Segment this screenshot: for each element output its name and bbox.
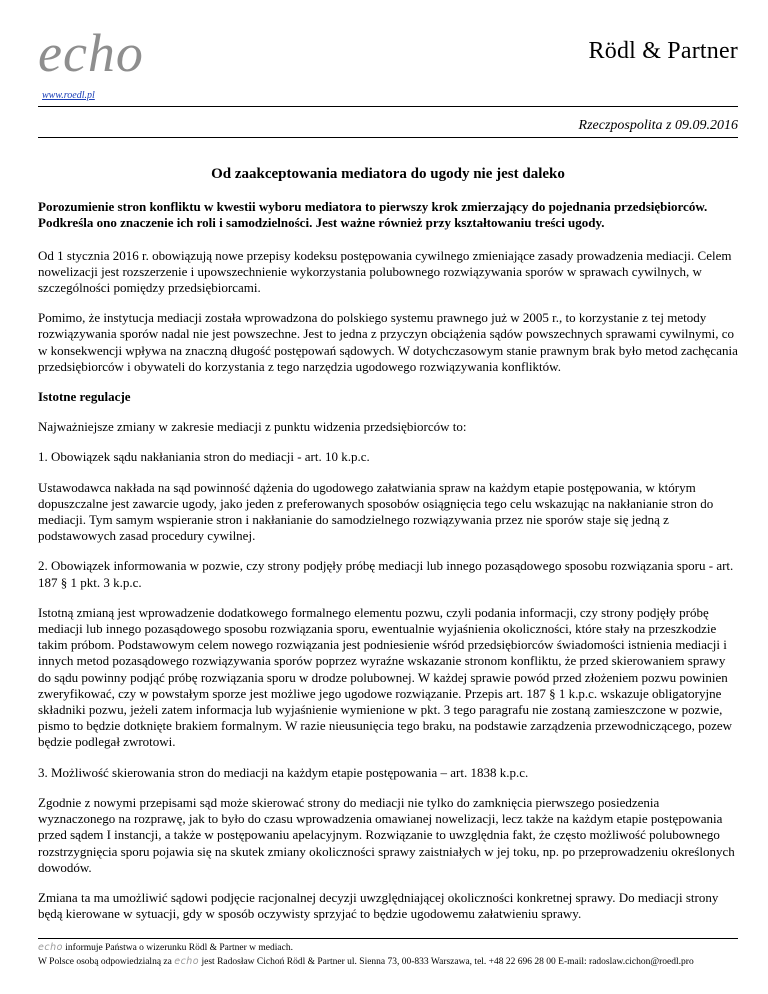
echo-logo: echo (38, 23, 144, 83)
section-heading: Istotne regulacje (38, 389, 131, 405)
paragraph: Ustawodawca nakłada na sąd powinność dążenia do ugodowego załatwiania spraw na każdym etapie postępowania, w którym dopuszczalne jest zawarcie ugody, jako jeden z preferowanych sposobów osiągnięcia tego celu wskazując na nakłanianie stron do mediacji. Tym samym wspieranie stron i nakłanianie do samodzielnego rozwiązywania przez nie sporów staje się jedną z podstawowych zasad procedury cywilnej. (38, 479, 714, 544)
echo-mini-logo: echo (174, 956, 200, 967)
paragraph: Najważniejsze zmiany w zakresie mediacji z punktu widzenia przedsiębiorców to: (38, 419, 467, 435)
footer-text: W Polsce osobą odpowiedzialną za (38, 957, 175, 967)
paragraph: Od 1 stycznia 2016 r. obowiązują nowe przepisy kodeksu postępowania cywilnego zmieniające zasady prowadzenia mediacji. Celem nowelizacji jest rozszerzenie i upowszechnienie wykorzystania polubownego rozwiązywania sporów w sprawach cywilnych, w szczególności pomiędzy przedsiębiorcami. (38, 247, 732, 296)
publication-source: Rzeczpospolita z 09.09.2016 (578, 118, 738, 133)
article (38, 166, 738, 922)
paragraph: Istotną zmianą jest wprowadzenie dodatkowego formalnego elementu pozwu, czyli podania informacji, czy strony podjęły próbę mediacji lub innego pozasądowego sposobu rozwiązania sporu, ewentualnie wyjaśnienia okoliczności, które stały na przeszkodzie takim próbom. Podstawowym celem nowego rozwiązania jest podniesienie wśród przedsiębiorców świadomości istnienia mediacji i innych metod pozasądowego rozwiązywania sporów poprzez wyraźne wskazanie stronom konfliktu, że przed skierowaniem sprawy do sądu powinny podjąć próbę rozwiązania sporu w drodze polubownej. W każdej sprawie powód przed złożeniem pozwu powinien zweryfikować, czy w powstałym sporze jest możliwe jego ugodowe rozwiązanie. Przepis art. 187 § 1 k.p.c. wskazuje obligatoryjne składniki pozwu, jeżeli zatem informacja lub wyjaśnienie wymienione w pkt. 3 tego paragrafu nie zostaną zamieszczone w pozwie, pismo to będzie dotknięte brakiem formalnym. W razie nieusunięcia tego braku, na podstawie zarządzenia przewodniczącego, pozew będzie podlegał zwrotowi. (38, 604, 733, 750)
paragraph: Zmiana ta ma umożliwić sądowi podjęcie racjonalnej decyzji uwzględniającej okoliczności konkretnej sprawy. Do mediacji strony będą kierowane w sytuacji, gdy w sposób oczywisty sprzyjać to będzie ugodowemu załatwieniu sprawy. (38, 889, 719, 922)
echo-mini-logo: echo (38, 942, 63, 953)
brand-logo: Rödl & Partner (588, 38, 738, 64)
list-item: 3. Możliwość skierowania stron do mediacji na każdym etapie postępowania – art. 1838 k.p.c. (38, 764, 529, 780)
footer (38, 938, 738, 969)
source-line (38, 107, 738, 137)
footer-line-2 (38, 955, 738, 969)
footer-text: informuje Państwa o wizerunku Rödl & Partner w mediach. (62, 943, 293, 953)
list-item: 1. Obowiązek sądu nakłaniania stron do mediacji - art. 10 k.p.c. (38, 449, 370, 465)
document-page (38, 0, 738, 967)
list-item: 2. Obowiązek informowania w pozwie, czy strony podjęły próbę mediacji lub innego pozasądowego sposobu rozwiązania sporu - art. 187 § 1 pkt. 3 k.p.c. (38, 558, 734, 590)
website-link[interactable]: www.roedl.pl (42, 90, 95, 101)
source-divider (38, 137, 738, 138)
article-lead: Porozumienie stron konfliktu w kwestii wyboru mediatora to pierwszy krok zmierzający do pojednania przedsiębiorców. Podkreśla ono znaczenie ich roli i samodzielności. Jest ważne również przy kształtowaniu treści ugody. (38, 199, 708, 231)
paragraph: Zgodnie z nowymi przepisami sąd może skierować strony do mediacji nie tylko do zamknięcia pierwszego posiedzenia wyznaczonego na rozprawę, jak to było do czasu wprowadzenia omawianej nowelizacji, lecz także na każdym etapie postępowania przed sądem I instancji, a także w postępowaniu apelacyjnym. Rozwiązanie to uwzględnia fakt, że często możliwość polubownego rozstrzygnięcia sporu pojawia się na skutek zmiany okoliczności sprawy zaistniałych w jej toku, np. po przeprowadzeniu określonych dowodów. (38, 794, 735, 875)
article-headline: Od zaakceptowania mediatora do ugody nie jest daleko (211, 166, 565, 182)
footer-contact: jest Radosław Cichoń Rödl & Partner ul. Sienna 73, 00-833 Warszawa, tel. +48 22 696 28 00 E-mail: radoslaw.cichon@roedl.pro (199, 957, 694, 967)
paragraph: Pomimo, że instytucja mediacji została wprowadzona do polskiego systemu prawnego już w 2005 r., to korzystanie z tej metody rozwiązywania sporów nadal nie jest powszechne. Jest to jedna z przyczyn obciążenia sądów powszechnych sprawami cywilnymi, co w konsekwencji wpływa na znaczną długość postępowań sądowych. W dotychczasowym stanie prawnym brak było metod zachęcania przedsiębiorców i obywateli do korzystania z tego narzędzia ugodowego rozwiązywania konfliktów. (38, 310, 738, 374)
masthead (38, 0, 738, 106)
footer-line-1 (38, 941, 738, 955)
footer-divider (38, 938, 738, 939)
